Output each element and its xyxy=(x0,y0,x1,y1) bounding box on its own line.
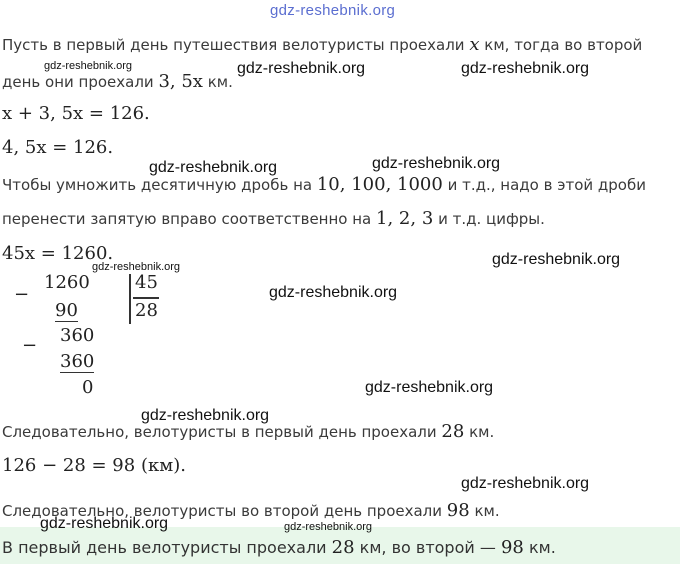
p4-number: 28 xyxy=(441,421,465,442)
watermark: gdz-reshebnik.org xyxy=(40,515,169,532)
p1-text-b: км, тогда во второй xyxy=(484,36,643,54)
p3-text-b: и т.д. цифры. xyxy=(438,210,545,228)
answer-text-a: В первый день велотуристы проехали xyxy=(2,538,327,557)
paragraph-2-line-1 xyxy=(2,174,646,195)
division-subtrahend-2: 360 xyxy=(60,351,95,372)
p3-text-a: перенести запятую вправо соответственно на xyxy=(2,210,372,228)
division-subtrahend-1: 90 xyxy=(55,300,78,321)
p1-value: 3, 5x xyxy=(158,71,203,92)
watermark: gdz-reshebnik.org xyxy=(372,155,501,172)
equation-1: x + 3, 5x = 126. xyxy=(2,103,150,124)
division-divisor: 45 xyxy=(135,272,158,293)
division-minus-2: − xyxy=(22,335,38,356)
answer-text-b: км, во второй — xyxy=(359,538,496,557)
watermark: gdz-reshebnik.org xyxy=(149,159,278,176)
answer-number-2: 98 xyxy=(500,537,524,558)
watermark: gdz-reshebnik.org xyxy=(492,251,621,268)
watermark: gdz-reshebnik.org xyxy=(237,60,366,77)
division-vertical-bar xyxy=(129,274,131,324)
answer-text-c: км. xyxy=(528,538,556,557)
division-minus-1: − xyxy=(14,284,30,305)
p5-text-a: Следовательно, велотуристы во второй день проехали xyxy=(2,502,443,520)
paragraph-4 xyxy=(2,421,494,442)
division-quotient: 28 xyxy=(135,300,158,321)
p3-numbers: 1, 2, 3 xyxy=(376,208,434,229)
equation-4: 126 − 28 = 98 (км). xyxy=(2,455,186,476)
watermark: gdz-reshebnik.org xyxy=(461,60,590,77)
p1-text-e: км. xyxy=(207,73,233,91)
watermark: gdz-reshebnik.org xyxy=(92,261,181,273)
p5-text-b: км. xyxy=(474,502,500,520)
watermark: gdz-reshebnik.org xyxy=(461,475,590,492)
watermark-top: gdz-reshebnik.org xyxy=(270,2,396,19)
paragraph-1-line-2 xyxy=(2,71,233,92)
p2-text-a: Чтобы умножить десятичную дробь на xyxy=(2,176,313,194)
paragraph-1-line-1 xyxy=(2,34,642,55)
p1-text-c: день они проехали xyxy=(2,73,154,91)
equation-3: 45x = 1260. xyxy=(2,243,114,264)
p4-text-b: км. xyxy=(469,423,495,441)
p2-text-b: и т.д., надо в этой дроби xyxy=(447,176,646,194)
p2-numbers: 10, 100, 1000 xyxy=(316,174,443,195)
paragraph-2-line-2 xyxy=(2,208,545,229)
watermark: gdz-reshebnik.org xyxy=(141,407,270,424)
watermark: gdz-reshebnik.org xyxy=(269,284,398,301)
p1-text-a: Пусть в первый день путешествия велотуристы проехали xyxy=(2,36,465,54)
p5-number: 98 xyxy=(446,500,470,521)
watermark: gdz-reshebnik.org xyxy=(44,60,133,72)
watermark: gdz-reshebnik.org xyxy=(284,521,373,533)
division-remainder-2: 0 xyxy=(82,377,94,398)
answer-line xyxy=(2,537,556,558)
division-remainder-1: 360 xyxy=(60,325,95,346)
division-dividend: 1260 xyxy=(44,272,90,293)
division-divisor-line xyxy=(133,297,159,299)
p4-text-a: Следовательно, велотуристы в первый день проехали xyxy=(2,423,437,441)
equation-2: 4, 5x = 126. xyxy=(2,137,114,158)
watermark: gdz-reshebnik.org xyxy=(365,379,494,396)
p1-var-x: x xyxy=(469,34,480,55)
answer-number-1: 28 xyxy=(331,537,355,558)
